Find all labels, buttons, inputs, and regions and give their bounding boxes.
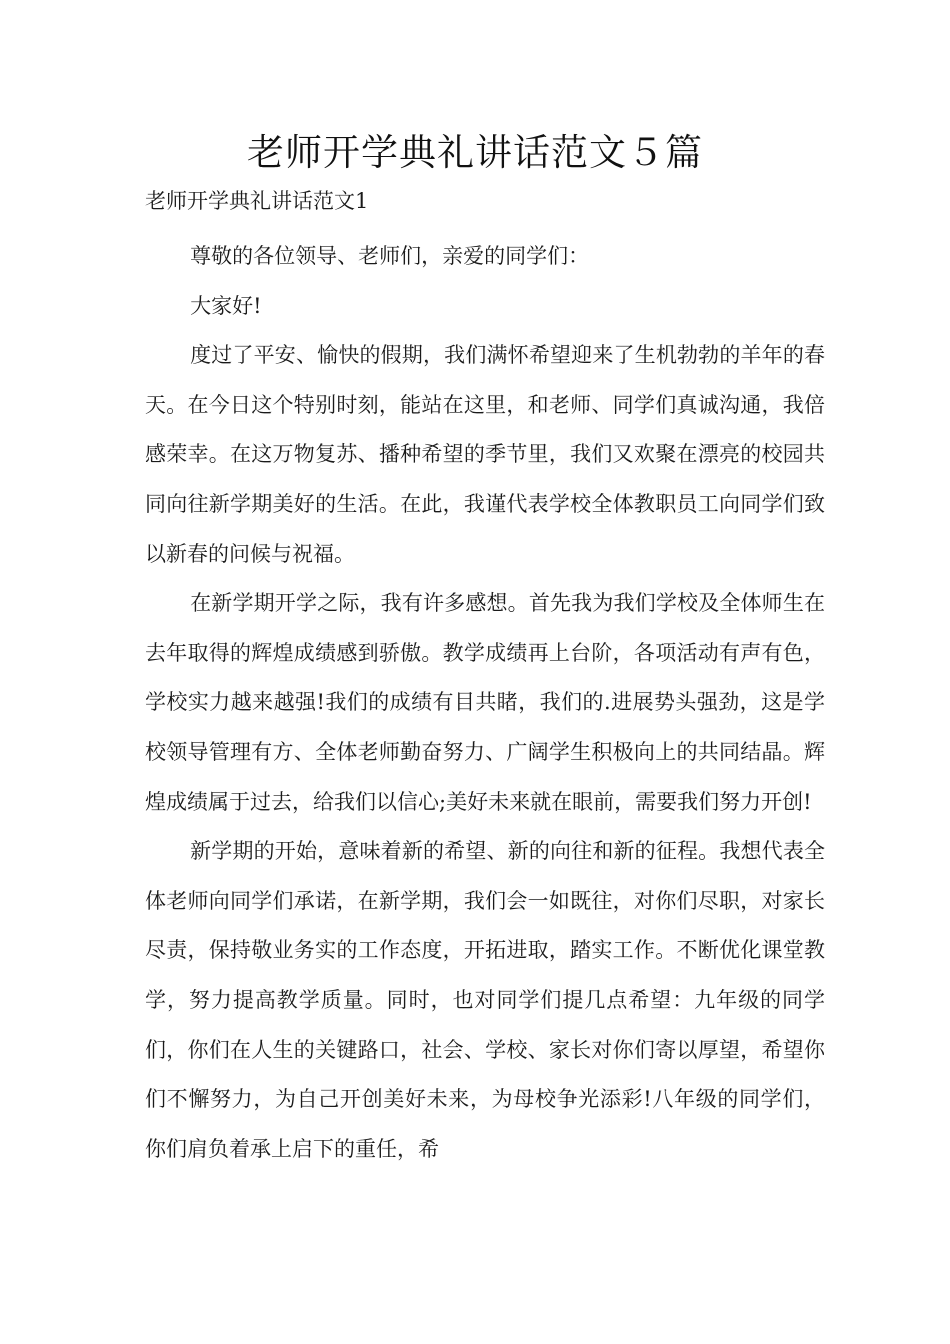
paragraph-salutation: 尊敬的各位领导、老师们，亲爱的同学们： — [190, 244, 590, 268]
paragraph-3: 新学期的开始，意味着新的希望、新的向往和新的征程。我想代表全体老师向同学们承诺，在新学期，我们会一如既往，对你们尽职，对家长尽责，保持敬业务实的工作态度，开拓进取，踏实工作。不断优化课堂教学，努力提高教学质量。同时，也对同学们提几点希望：九年级的同学们，你们在人生的关键路口，社会、学校、家长对你们寄以厚望，希望你们不懈努力，为自己开创美好未来，为母校争光添彩!八年级的同学们，你们肩负着承上启下的重任，希 — [145, 839, 825, 1161]
paragraph-2: 在新学期开学之际，我有许多感想。首先我为我们学校及全体师生在去年取得的辉煌成绩感到骄傲。教学成绩再上台阶，各项活动有声有色，学校实力越来越强!我们的成绩有目共睹，我们的.进展势头强劲，这是学校领导管理有方、全体老师勤奋努力、广阔学生积极向上的共同结晶。辉煌成绩属于过去，给我们以信心;美好未来就在眼前，需要我们努力开创! — [145, 591, 825, 814]
paragraph-1: 度过了平安、愉快的假期，我们满怀希望迎来了生机勃勃的羊年的春天。在今日这个特别时刻，能站在这里，和老师、同学们真诚沟通，我倍感荣幸。在这万物复苏、播种希望的季节里，我们又欢聚在漂亮的校园共同向往新学期美好的生活。在此，我谨代表学校全体教职员工向同学们致以新春的问候与祝福。 — [145, 343, 825, 566]
document-body — [145, 232, 825, 1174]
document-subtitle: 老师开学典礼讲话范文1 — [145, 189, 369, 213]
paragraph-greeting: 大家好! — [190, 293, 262, 318]
document-title: 老师开学典礼讲话范文５篇 — [247, 131, 703, 174]
